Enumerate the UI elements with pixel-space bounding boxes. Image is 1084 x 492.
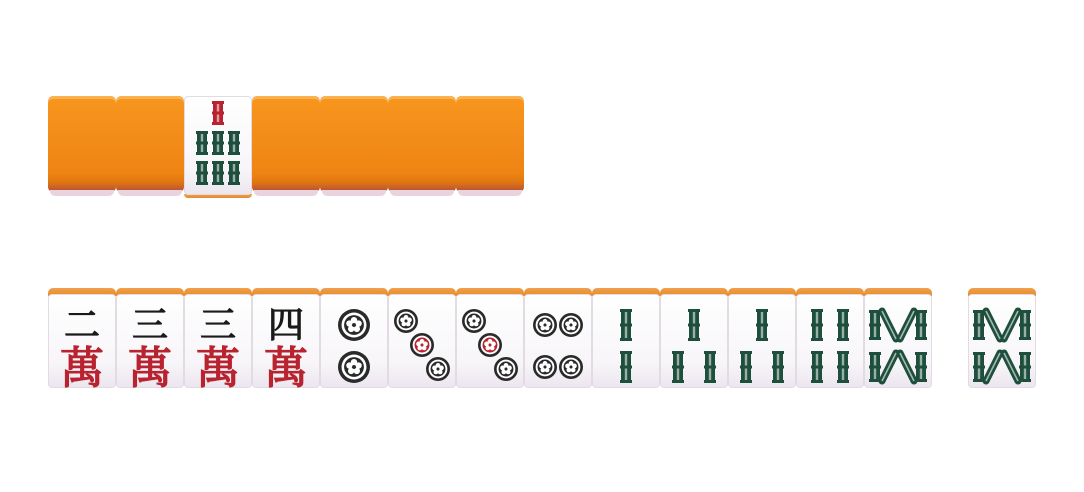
hand-tile-sou-8[interactable] bbox=[864, 288, 932, 388]
bamboo-stick bbox=[196, 131, 208, 155]
pin-circle bbox=[559, 313, 583, 337]
pin-circle bbox=[533, 313, 557, 337]
bamboo-stick bbox=[869, 310, 881, 340]
pin-4-face bbox=[525, 295, 591, 389]
bamboo-stick bbox=[212, 161, 224, 185]
bamboo-stick bbox=[900, 311, 914, 339]
pin-2-face bbox=[321, 295, 387, 389]
bamboo-stick bbox=[811, 309, 823, 341]
bamboo-stick bbox=[915, 310, 927, 340]
man-rank-char: 三 bbox=[199, 305, 237, 346]
bamboo-stick bbox=[212, 101, 224, 125]
bamboo-stick bbox=[228, 161, 240, 185]
bamboo-stick bbox=[1004, 311, 1018, 339]
bamboo-stick bbox=[811, 351, 823, 383]
bamboo-stick bbox=[837, 309, 849, 341]
bamboo-stick bbox=[620, 309, 632, 341]
man-suit-char: 萬 bbox=[128, 343, 172, 389]
hand-tile-sou-3[interactable] bbox=[660, 288, 728, 388]
bamboo-stick bbox=[882, 353, 896, 381]
pin-circle bbox=[394, 309, 418, 333]
bamboo-stick bbox=[986, 353, 1000, 381]
pin-circle bbox=[533, 355, 557, 379]
sou-3-face bbox=[661, 295, 727, 389]
dora-back-tile bbox=[388, 96, 456, 196]
hand-tile-man-2[interactable] bbox=[48, 288, 116, 388]
hand-tile-sou-3[interactable] bbox=[728, 288, 796, 388]
dora-indicator-tile bbox=[184, 96, 252, 198]
bamboo-stick bbox=[973, 352, 985, 382]
player-hand bbox=[48, 288, 1036, 388]
sou-4-face bbox=[797, 295, 863, 389]
bamboo-stick bbox=[986, 311, 1000, 339]
sou-8-face bbox=[969, 295, 1035, 389]
dora-back-tile bbox=[252, 96, 320, 196]
pin-circle bbox=[559, 355, 583, 379]
bamboo-stick bbox=[869, 352, 881, 382]
bamboo-stick bbox=[882, 311, 896, 339]
dora-back-tile bbox=[320, 96, 388, 196]
sou-3-face bbox=[729, 295, 795, 389]
drawn-tile-sou-8[interactable] bbox=[968, 288, 1036, 388]
pin-circle bbox=[338, 309, 370, 341]
hand-tile-man-3[interactable] bbox=[184, 288, 252, 388]
pin-3-face bbox=[457, 295, 523, 389]
man-rank-char: 三 bbox=[131, 305, 169, 346]
bamboo-stick bbox=[196, 161, 208, 185]
hand-tile-pin-4[interactable] bbox=[524, 288, 592, 388]
hand-tile-sou-4[interactable] bbox=[796, 288, 864, 388]
man-suit-char: 萬 bbox=[196, 343, 240, 389]
hand-tile-man-4[interactable] bbox=[252, 288, 320, 388]
hand-tile-pin-2[interactable] bbox=[320, 288, 388, 388]
dora-back-tile bbox=[48, 96, 116, 196]
sou-7-face bbox=[185, 97, 251, 193]
sou-2-face bbox=[593, 295, 659, 389]
hand-tile-pin-3[interactable] bbox=[456, 288, 524, 388]
bamboo-stick bbox=[837, 351, 849, 383]
pin-circle bbox=[338, 351, 370, 383]
pin-circle bbox=[426, 357, 450, 381]
pin-circle bbox=[410, 333, 434, 357]
bamboo-stick bbox=[756, 309, 768, 341]
man-suit-char: 萬 bbox=[60, 343, 104, 389]
bamboo-stick bbox=[1004, 353, 1018, 381]
man-suit-char: 萬 bbox=[264, 343, 308, 389]
bamboo-stick bbox=[915, 352, 927, 382]
bamboo-stick bbox=[688, 309, 700, 341]
bamboo-stick bbox=[704, 351, 716, 383]
pin-circle bbox=[478, 333, 502, 357]
dora-back-tile bbox=[456, 96, 524, 196]
bamboo-stick bbox=[1019, 310, 1031, 340]
bamboo-stick bbox=[740, 351, 752, 383]
sou-8-face bbox=[865, 295, 931, 389]
hand-tile-sou-2[interactable] bbox=[592, 288, 660, 388]
bamboo-stick bbox=[228, 131, 240, 155]
bamboo-stick bbox=[1019, 352, 1031, 382]
dora-back-tile bbox=[116, 96, 184, 196]
bamboo-stick bbox=[772, 351, 784, 383]
pin-3-face bbox=[389, 295, 455, 389]
bamboo-stick bbox=[900, 353, 914, 381]
bamboo-stick bbox=[973, 310, 985, 340]
bamboo-stick bbox=[672, 351, 684, 383]
hand-tile-man-3[interactable] bbox=[116, 288, 184, 388]
pin-circle bbox=[462, 309, 486, 333]
man-rank-char: 四 bbox=[267, 305, 305, 346]
pin-circle bbox=[494, 357, 518, 381]
dora-indicator-row bbox=[48, 96, 524, 198]
hand-tile-pin-3[interactable] bbox=[388, 288, 456, 388]
man-rank-char: 二 bbox=[63, 305, 101, 346]
bamboo-stick bbox=[212, 131, 224, 155]
bamboo-stick bbox=[620, 351, 632, 383]
